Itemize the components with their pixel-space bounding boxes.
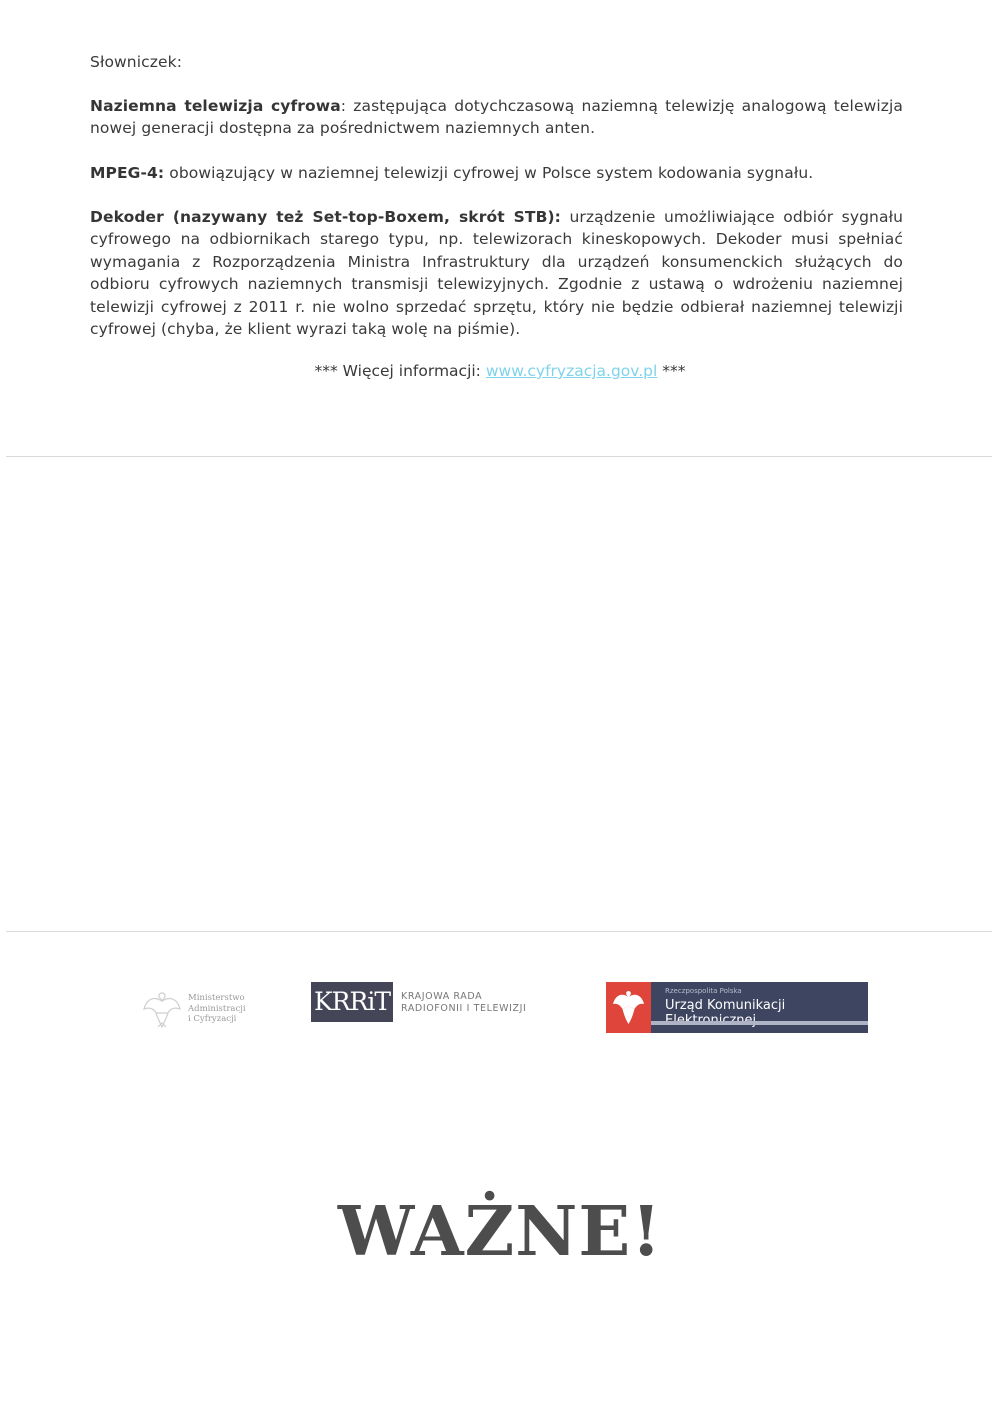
krrit-full-name: KRAJOWA RADA RADIOFONII I TELEWIZJI: [401, 991, 527, 1014]
uke-country: Rzeczpospolita Polska: [665, 987, 742, 995]
krrit-acronym: KRRiT: [311, 982, 393, 1022]
headline-wazne: WAŻNE!: [337, 1192, 663, 1272]
more-info-line: [0, 362, 1000, 380]
krrit-logo: [311, 982, 551, 1024]
uke-flag: [606, 982, 651, 1033]
glossary-heading: Słowniczek:: [90, 53, 183, 71]
glossary-entry-dekoder: [90, 206, 903, 340]
fold-line-bottom: [6, 931, 992, 932]
glossary-definition: obowiązujący w naziemnej telewizji cyfrowej w Polsce system kodowania sygnału.: [169, 164, 814, 182]
white-eagle-icon: [606, 982, 651, 1033]
glossary-separator: :: [340, 97, 354, 115]
cyfryzacja-link[interactable]: www.cyfryzacja.gov.pl: [485, 362, 658, 380]
more-info-prefix: *** Więcej informacji:: [314, 362, 486, 380]
ministry-logo: [140, 985, 260, 1035]
eagle-emblem-icon: [140, 987, 184, 1031]
more-info-suffix: ***: [657, 362, 686, 380]
glossary-term: Naziemna telewizja cyfrowa: [90, 97, 341, 115]
glossary-entry-naziemna-telewizja: [90, 95, 903, 140]
uke-name: Urząd Komunikacji: [665, 998, 786, 1013]
fold-line-top: [6, 456, 992, 457]
glossary-definition: urządzenie umożliwiające odbiór sygnału cyfrowego na odbiornikach starego typu, np. telewizorach kineskopowych. Dekoder musi spełniać wymagania z Rozporządzenia Ministra Infrastruktury dla urządzeń konsumenckich służących do odbioru cyfrowych naziemnych transmisji telewizyjnych. Zgodnie z ustawą o wdrożeniu naziemnej telewizji cyfrowej z 2011 r. nie wolno sprzedać sprzętu, który nie będzie odbierał naziemnej telewizji cyfrowej (chyba, że klient wyrazi taką wolę na piśmie).: [90, 208, 904, 339]
glossary-definition: zastępująca dotychczasową naziemną telewizję analogową telewizja nowej generacji dostępna za pośrednictwem naziemnych anten.: [90, 97, 903, 138]
glossary-term: Dekoder (nazywany też Set-top-Boxem, skrót STB):: [90, 208, 561, 226]
ministry-name: Ministerstwo Administracji i Cyfryzacji: [188, 993, 246, 1024]
uke-logo: [606, 982, 868, 1033]
uke-strip: [651, 1021, 868, 1025]
glossary-term: MPEG-4:: [90, 164, 165, 182]
glossary-entry-mpeg4: [90, 162, 903, 184]
